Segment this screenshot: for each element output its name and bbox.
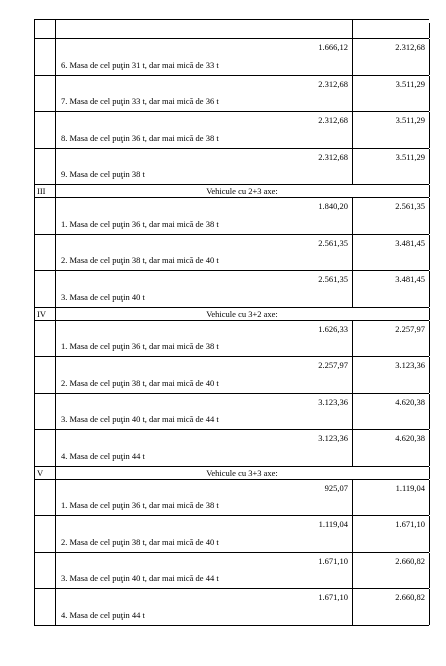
row-description: 3. Masa de cel puţin 40 t, dar mai mică de 44 t xyxy=(61,414,219,424)
column-divider xyxy=(34,430,35,466)
value-cell-1: 1.671,10 xyxy=(318,592,348,602)
value-cell-1: 2.312,68 xyxy=(318,151,348,162)
column-divider xyxy=(352,516,353,552)
table-row xyxy=(34,393,429,430)
column-divider xyxy=(352,394,353,430)
table-row xyxy=(34,429,429,466)
table-row xyxy=(34,479,429,516)
value-cell-2: 2.312,68 xyxy=(395,42,425,52)
row-description: 8. Masa de cel puţin 36 t, dar mai mică de 38 t xyxy=(61,132,219,143)
column-divider xyxy=(34,271,35,307)
column-divider xyxy=(55,149,56,185)
column-divider xyxy=(55,589,56,625)
column-divider xyxy=(352,235,353,271)
column-divider xyxy=(429,480,430,516)
column-divider xyxy=(429,76,430,112)
column-divider xyxy=(352,357,353,393)
value-cell-2: 2.660,82 xyxy=(395,592,425,602)
value-cell-2: 3.511,29 xyxy=(395,78,425,89)
column-divider xyxy=(352,112,353,148)
value-cell-2: 2.660,82 xyxy=(395,555,425,566)
column-divider xyxy=(352,271,353,307)
column-divider xyxy=(55,357,56,393)
column-divider xyxy=(34,20,35,38)
table-row xyxy=(34,552,429,589)
group-header-row xyxy=(34,466,429,479)
value-cell-2: 1.671,10 xyxy=(395,519,425,529)
column-divider xyxy=(34,516,35,552)
value-cell-1: 1.666,12 xyxy=(318,42,348,52)
table-row xyxy=(34,234,429,271)
table-row xyxy=(34,75,429,112)
group-header-row xyxy=(34,184,429,197)
group-number: V xyxy=(37,467,44,478)
column-divider xyxy=(55,76,56,112)
column-divider xyxy=(55,112,56,148)
column-divider xyxy=(34,321,35,357)
value-cell-1: 1.840,20 xyxy=(318,201,348,211)
value-cell-1: 2.561,35 xyxy=(318,274,348,284)
group-title: Vehicule cu 3+3 axe: xyxy=(206,467,278,478)
column-divider xyxy=(55,394,56,430)
row-description: 3. Masa de cel puţin 40 t, dar mai mică de 44 t xyxy=(61,573,219,583)
group-header-row xyxy=(34,307,429,320)
value-cell-1: 2.312,68 xyxy=(318,78,348,89)
column-divider xyxy=(55,516,56,552)
column-divider xyxy=(429,271,430,307)
column-divider xyxy=(352,430,353,466)
value-cell-2: 4.620,38 xyxy=(395,396,425,407)
column-divider xyxy=(34,394,35,430)
column-divider xyxy=(429,235,430,271)
value-cell-1: 1.671,10 xyxy=(318,555,348,566)
group-title: Vehicule cu 2+3 axe: xyxy=(206,186,278,196)
value-cell-2: 3.481,45 xyxy=(395,274,425,284)
column-divider xyxy=(34,235,35,271)
value-cell-2: 3.123,36 xyxy=(395,360,425,370)
column-divider xyxy=(55,20,56,38)
row-description: 9. Masa de cel puţin 38 t xyxy=(61,169,145,179)
table-row xyxy=(34,38,429,75)
column-divider xyxy=(34,198,35,234)
row-description: 1. Masa de cel puţin 36 t, dar mai mică de 38 t xyxy=(61,500,219,510)
value-cell-2: 3.511,29 xyxy=(395,115,425,125)
column-divider xyxy=(55,235,56,271)
value-cell-1: 3.123,36 xyxy=(318,433,348,443)
column-divider xyxy=(352,198,353,234)
table-row xyxy=(34,270,429,307)
value-cell-2: 4.620,38 xyxy=(395,433,425,443)
column-divider xyxy=(429,308,430,320)
group-title: Vehicule cu 3+2 axe: xyxy=(206,308,278,319)
column-divider xyxy=(429,589,430,625)
group-number: III xyxy=(37,186,46,196)
value-cell-2: 3.481,45 xyxy=(395,237,425,248)
column-divider xyxy=(429,394,430,430)
column-divider xyxy=(429,198,430,234)
column-divider xyxy=(55,321,56,357)
table-row xyxy=(34,588,429,625)
column-divider xyxy=(34,149,35,185)
value-cell-1: 1.119,04 xyxy=(318,519,348,529)
column-divider xyxy=(34,76,35,112)
column-divider xyxy=(55,198,56,234)
row-description: 2. Masa de cel puţin 38 t, dar mai mică de 40 t xyxy=(61,255,219,265)
value-cell-1: 2.312,68 xyxy=(318,115,348,125)
table-bottom-border xyxy=(34,625,429,626)
table-row xyxy=(34,320,429,357)
column-divider xyxy=(352,480,353,516)
column-divider xyxy=(429,321,430,357)
column-divider xyxy=(352,149,353,185)
column-divider xyxy=(55,271,56,307)
row-description: 4. Masa de cel puţin 44 t xyxy=(61,450,145,461)
column-divider xyxy=(34,589,35,625)
value-cell-1: 1.626,33 xyxy=(318,323,348,334)
column-divider xyxy=(34,480,35,516)
row-description: 4. Masa de cel puţin 44 t xyxy=(61,609,145,620)
table-row xyxy=(34,197,429,234)
row-description: 2. Masa de cel puţin 38 t, dar mai mică de 40 t xyxy=(61,377,219,388)
column-divider xyxy=(429,467,430,479)
value-cell-1: 2.561,35 xyxy=(318,237,348,248)
column-divider xyxy=(55,39,56,75)
table-row xyxy=(34,356,429,393)
column-divider xyxy=(429,23,430,38)
column-divider xyxy=(429,185,430,197)
value-cell-2: 2.561,35 xyxy=(395,201,425,211)
column-divider xyxy=(429,112,430,148)
column-divider xyxy=(34,112,35,148)
column-divider xyxy=(429,39,430,75)
column-divider xyxy=(34,553,35,589)
row-description: 3. Masa de cel puţin 40 t xyxy=(61,291,145,302)
column-divider xyxy=(429,516,430,552)
value-cell-2: 2.257,97 xyxy=(395,323,425,334)
row-description: 2. Masa de cel puţin 38 t, dar mai mică de 40 t xyxy=(61,536,219,547)
column-divider xyxy=(352,76,353,112)
column-divider xyxy=(429,430,430,466)
column-divider xyxy=(352,321,353,357)
row-description: 1. Masa de cel puţin 36 t, dar mai mică de 38 t xyxy=(61,218,219,229)
row-description: 1. Masa de cel puţin 36 t, dar mai mică de 38 t xyxy=(61,341,219,351)
value-cell-1: 2.257,97 xyxy=(318,360,348,370)
column-divider xyxy=(34,185,35,197)
column-divider xyxy=(34,467,35,479)
column-divider xyxy=(352,589,353,625)
column-divider xyxy=(34,357,35,393)
column-divider xyxy=(55,430,56,466)
column-divider xyxy=(352,553,353,589)
column-divider xyxy=(429,149,430,185)
column-divider xyxy=(352,20,353,38)
group-number: IV xyxy=(37,308,46,319)
column-divider xyxy=(352,39,353,75)
table-header-row xyxy=(34,19,429,38)
column-divider xyxy=(429,553,430,589)
table-row xyxy=(34,515,429,552)
table-row xyxy=(34,148,429,185)
column-divider xyxy=(55,480,56,516)
column-divider xyxy=(34,39,35,75)
value-cell-1: 3.123,36 xyxy=(318,396,348,407)
value-cell-2: 1.119,04 xyxy=(395,482,425,493)
column-divider xyxy=(429,357,430,393)
row-description: 7. Masa de cel puţin 33 t, dar mai mică de 36 t xyxy=(61,96,219,106)
table-row xyxy=(34,111,429,148)
value-cell-1: 925,07 xyxy=(324,482,348,493)
column-divider xyxy=(34,308,35,320)
column-divider xyxy=(55,553,56,589)
row-description: 6. Masa de cel puţin 31 t, dar mai mică de 33 t xyxy=(61,59,219,70)
value-cell-2: 3.511,29 xyxy=(395,151,425,162)
